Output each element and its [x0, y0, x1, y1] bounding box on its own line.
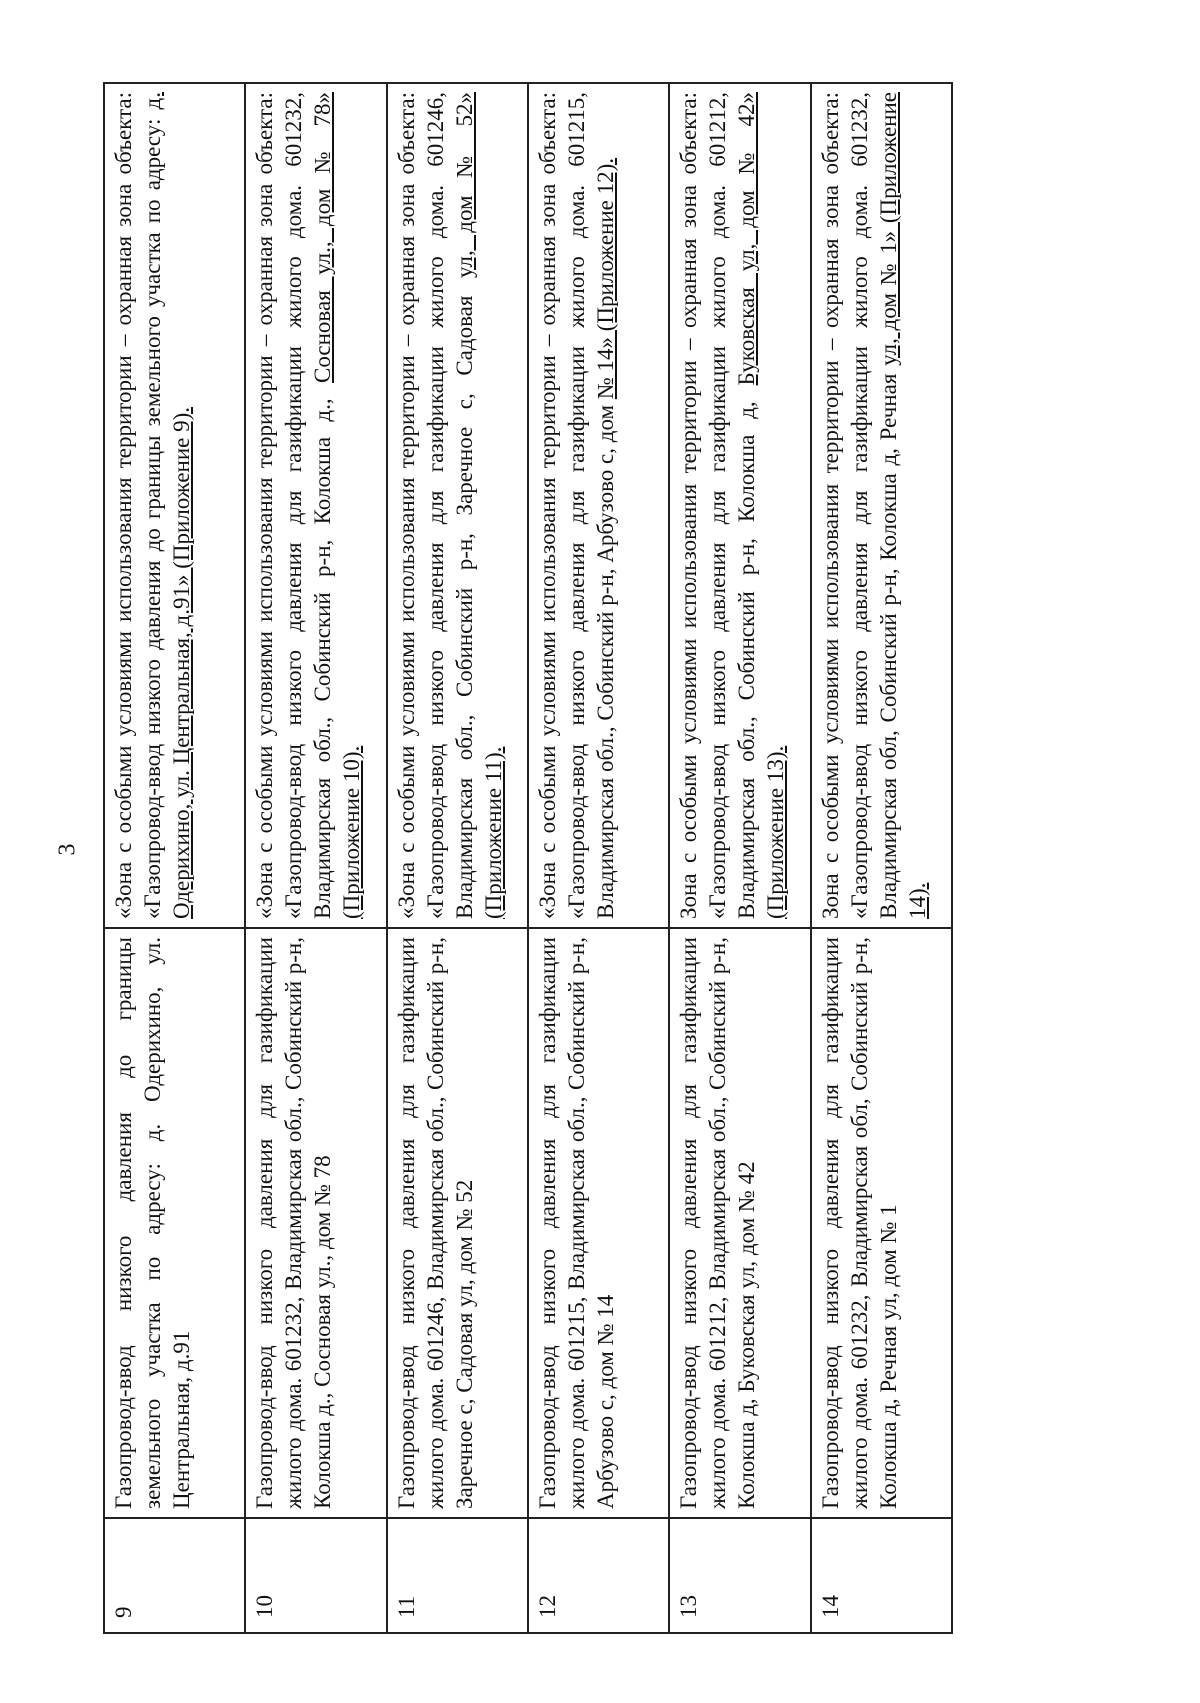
zone-registry-table	[103, 82, 953, 1634]
zone-address-underlined: ул, дом № 1» (Приложение 14).	[875, 92, 930, 919]
object-name: Газопровод-ввод низкого давления для газификации жилого дома. 601232, Владимирская обл, Собинский р-н, Колокша д, Речная ул, дом № 1	[811, 928, 952, 1518]
zone-text: «Зона с особыми условиями использования территории – охранная зона объекта: «Газопровод-ввод низкого давления для газификации жилого дома. 601246, Владимирская обл., Собинский р-н, Заречное с, Садовая	[393, 92, 477, 919]
zone-text: Зона с особыми условиями использования территории – охранная зона объекта: «Газопровод-ввод низкого давления для газификации жилого дома. 601212, Владимирская обл., Собинский р-н, Колокша д,	[676, 92, 760, 919]
zone-description	[669, 83, 810, 928]
table-row	[811, 83, 952, 1633]
object-name: Газопровод-ввод низкого давления до границы земельного участка по адресу: д. Одерихино, ул. Центральная, д.91	[104, 928, 245, 1518]
table-row	[245, 83, 386, 1633]
page-number: 3	[54, 843, 81, 856]
row-number: 14	[811, 1518, 952, 1633]
object-name: Газопровод-ввод низкого давления для газификации жилого дома. 601215, Владимирская обл., Собинский р-н, Арбузово с, дом № 14	[528, 928, 669, 1518]
row-number: 12	[528, 1518, 669, 1633]
zone-address-underlined: д. Одерихино, ул. Центральная, д.91» (Приложение 9).	[140, 92, 194, 919]
zone-description	[104, 83, 245, 928]
row-number: 11	[387, 1518, 528, 1633]
rotated-table-frame	[103, 84, 953, 1634]
zone-description	[245, 83, 386, 928]
zone-description	[528, 83, 669, 928]
object-name: Газопровод-ввод низкого давления для газификации жилого дома. 601232, Владимирская обл., Собинский р-н, Колокша д., Сосновая ул., дом № 78	[245, 928, 386, 1518]
object-name: Газопровод-ввод низкого давления для газификации жилого дома. 601246, Владимирская обл., Собинский р-н, Заречное с, Садовая ул, дом № 52	[387, 928, 528, 1518]
table-row	[669, 83, 810, 1633]
zone-text: «Зона с особыми условиями использования территории – охранная зона объекта: «Газопровод-ввод низкого давления для газификации жилого дома. 601232, Владимирская обл., Собинский р-н, Колокша д.,	[252, 92, 336, 919]
zone-text: «Зона с особыми условиями использования территории – охранная зона объекта: «Газопровод-ввод низкого давления до границы земельного участка по адресу:	[111, 92, 165, 919]
zone-text: «Зона с особыми условиями использования территории – охранная зона объекта: «Газопровод-ввод низкого давления для газификации жилого дома. 601215, Владимирская обл., Собинский р-н, Арбузово с, дом	[534, 92, 618, 919]
zone-description	[811, 83, 952, 928]
row-number: 13	[669, 1518, 810, 1633]
zone-address-underlined: ул, дом № 52» (Приложение 11).	[451, 92, 506, 919]
zone-address-underlined: № 14» (Приложение 12).	[592, 157, 618, 400]
row-number: 9	[104, 1518, 245, 1633]
zone-address-underlined: Буковская ул, дом № 42» (Приложение 13).	[734, 91, 789, 919]
object-name: Газопровод-ввод низкого давления для газификации жилого дома. 601212, Владимирская обл., Собинский р-н, Колокша д, Буковская ул, дом № 42	[669, 928, 810, 1518]
table-row	[104, 83, 245, 1633]
zone-address-underlined: Сосновая ул., дом № 78» (Приложение 10).	[310, 92, 365, 919]
table-container	[103, 84, 953, 1634]
zone-description	[387, 83, 528, 928]
zone-text: Зона с особыми условиями использования территории – охранная зона объекта: «Газопровод-ввод низкого давления для газификации жилого дома. 601232, Владимирская обл, Собинский р-н, Колокша д, Речная	[817, 92, 901, 919]
row-number: 10	[245, 1518, 386, 1633]
table-row	[528, 83, 669, 1633]
table-row	[387, 83, 528, 1633]
